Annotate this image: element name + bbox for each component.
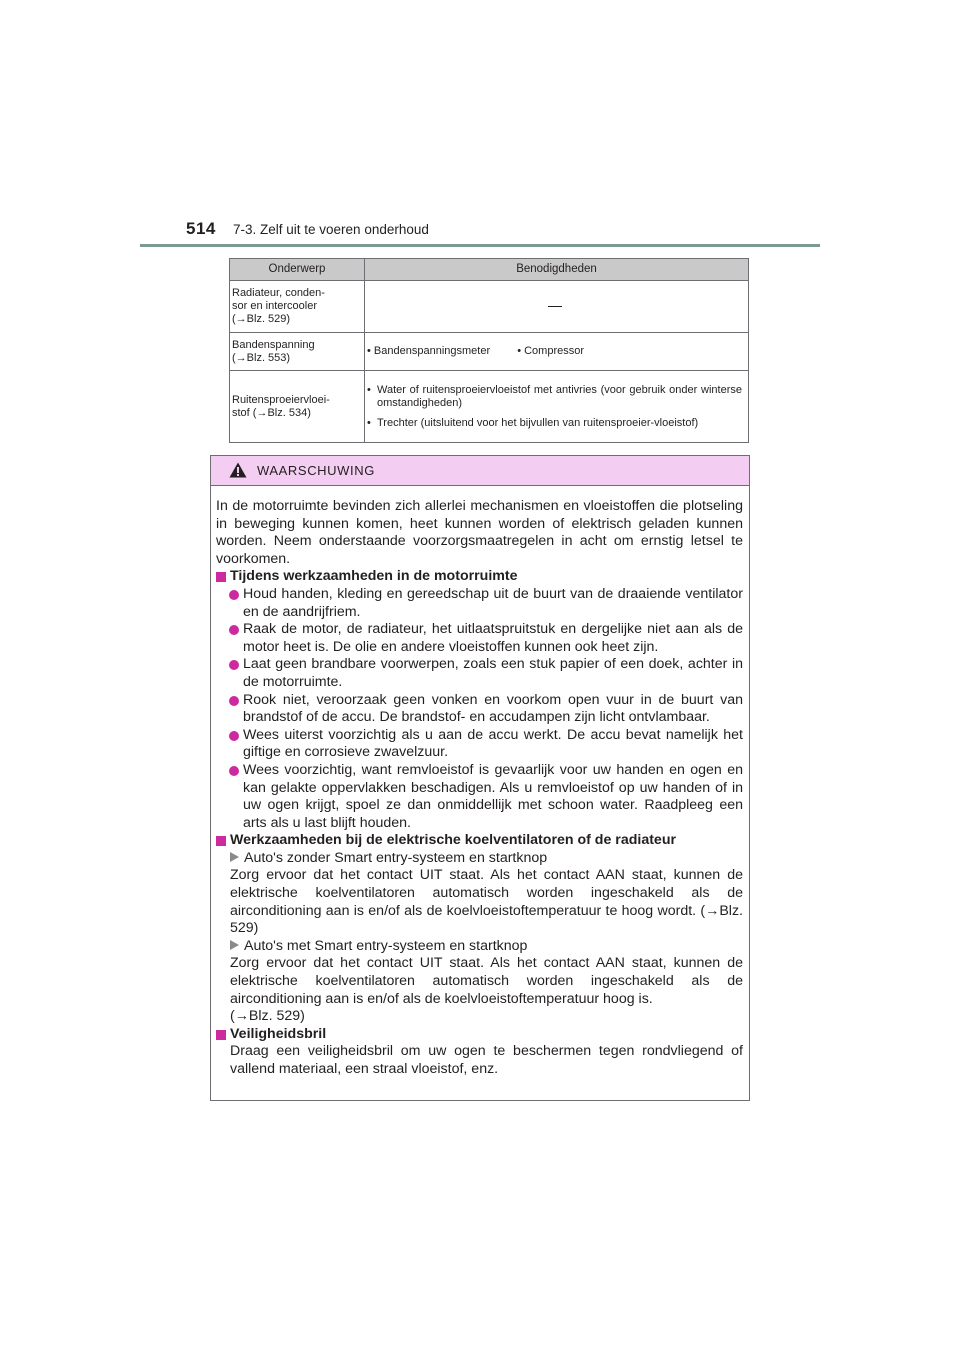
- section-heading: [216, 568, 743, 586]
- topic-line: Radiateur, conden-: [232, 287, 325, 299]
- section-title: 7-3. Zelf uit te voeren onderhoud: [233, 222, 429, 237]
- column-header-topic: Onderwerp: [230, 259, 365, 281]
- list-item-text: Houd handen, kleding en gereedschap uit de buurt van de draaiende ventilator en de aandrijfriem.: [243, 585, 743, 620]
- topic-cell: [230, 371, 365, 443]
- circle-bullet-icon: [229, 731, 239, 741]
- topic-line: sor en intercooler: [232, 300, 317, 312]
- item-text: • Water of ruitensproeiervloeistof met antivries (voor gebruik onder winterse omstandigheden): [367, 384, 742, 410]
- page-header: [186, 219, 820, 245]
- topic-line: (→Blz. 529): [232, 313, 291, 325]
- table-row: [230, 371, 749, 443]
- list-item-text: Wees voorzichtig, want remvloeistof is gevaarlijk voor uw handen en ogen en kan gelakte oppervlakken beschadigen. Als u remvloeistof op uw handen of in uw ogen krijgt, spoel ze dan onmiddellijk met schoon water. Raadpleeg een arts als u last blijft houden.: [243, 761, 743, 831]
- square-bullet-icon: [216, 572, 226, 582]
- list-item: [216, 656, 743, 691]
- item-text: • Bandenspanningsmeter: [367, 345, 490, 357]
- warning-intro: In de motorruimte bevinden zich allerlei mechanismen en vloeistoffen die plotseling in beweging kunnen komen, heet kunnen worden of elektrisch geladen kunnen worden. Neem onderstaande voorzorgsmaatregelen in acht om ernstig letsel te voorkomen.: [216, 498, 743, 567]
- subheading: [216, 850, 743, 868]
- triangle-arrow-icon: [230, 940, 239, 950]
- list-item: [216, 727, 743, 762]
- circle-bullet-icon: [229, 696, 239, 706]
- list-item: [216, 621, 743, 656]
- circle-bullet-icon: [229, 625, 239, 635]
- section-heading: [216, 1026, 743, 1044]
- item-text: • Trechter (uitsluitend voor het bijvullen van ruitensproeier-vloeistof): [367, 417, 742, 430]
- circle-bullet-icon: [229, 766, 239, 776]
- list-item-text: Rook niet, veroorzaak geen vonken en voorkom open vuur in de buurt van brandstof of de accu. De brandstof- en accudampen zijn licht ontvlambaar.: [243, 691, 743, 726]
- subheading-text: Auto's met Smart entry-systeem en startknop: [244, 937, 528, 954]
- page-number: 514: [186, 219, 216, 238]
- section-heading: [216, 832, 743, 850]
- topic-line: Ruitensproeiervloei-: [232, 393, 330, 406]
- list-item-text: Laat geen brandbare voorwerpen, zoals een stuk papier of een doek, achter in de motorruimte.: [243, 656, 743, 690]
- page-reference: (→Blz. 529): [230, 1008, 305, 1025]
- topic-cell: [230, 281, 365, 333]
- requirements-table: [229, 258, 749, 443]
- list-item-text: Wees uiterst voorzichtig als u aan de accu werkt. De accu bevat namelijk het giftige en corrosieve zwavelzuur.: [243, 726, 743, 761]
- list-item: [216, 586, 743, 621]
- section-heading-text: Veiligheidsbril: [230, 1025, 327, 1042]
- warning-body: [211, 486, 749, 1079]
- warning-box: [210, 455, 750, 1101]
- subheading-text: Auto's zonder Smart entry-systeem en startknop: [244, 849, 548, 866]
- item-text: • Compressor: [517, 345, 584, 357]
- list-item: [216, 692, 743, 727]
- empty-dash-cell: [365, 281, 749, 333]
- items-cell: [365, 371, 749, 443]
- warning-header: [211, 456, 749, 486]
- items-cell: [365, 333, 749, 371]
- table-row: [230, 333, 749, 371]
- column-header-items: Benodigdheden: [365, 259, 749, 281]
- paragraph: Draag een veiligheidsbril om uw ogen te beschermen tegen rondvliegend of vallend materiaal, een straal vloeistof, enz.: [230, 1043, 743, 1077]
- warning-title: WAARSCHUWING: [257, 463, 375, 478]
- paragraph: Zorg ervoor dat het contact UIT staat. Als het contact AAN staat, kunnen de elektrische koelventilatoren automatisch worden ingeschakeld als de airconditioning aan is en/of als de koelvloeistoftemperatuur te hoog wordt. (→Blz. 529): [230, 867, 743, 937]
- list-item-text: Raak de motor, de radiateur, het uitlaatspruitstuk en dergelijke niet aan als de motor heet is. De olie en andere vloeistoffen kunnen ook heet zijn.: [243, 621, 743, 655]
- triangle-arrow-icon: [230, 852, 239, 862]
- circle-bullet-icon: [229, 660, 239, 670]
- table-row: [230, 281, 749, 333]
- section-heading-text: Werkzaamheden bij de elektrische koelventilatoren of de radiateur: [230, 832, 677, 849]
- table-header-row: [230, 259, 749, 281]
- header-rule: [140, 244, 820, 247]
- topic-line: Bandenspanning: [232, 338, 315, 351]
- list-item: [216, 762, 743, 832]
- dash-mark: [548, 306, 562, 307]
- section-heading-text: Tijdens werkzaamheden in de motorruimte: [230, 568, 518, 585]
- topic-line: stof (→Blz. 534): [232, 406, 311, 419]
- topic-cell: [230, 333, 365, 371]
- circle-bullet-icon: [229, 590, 239, 600]
- subheading: [216, 938, 743, 956]
- square-bullet-icon: [216, 1030, 226, 1040]
- square-bullet-icon: [216, 836, 226, 846]
- paragraph: Zorg ervoor dat het contact UIT staat. Als het contact AAN staat, kunnen de elektrische koelventilatoren automatisch worden ingeschakeld als de airconditioning aan is en/of als de koelvloeistoftemperatuur hoog is.: [230, 955, 743, 1007]
- topic-line: (→Blz. 553): [232, 351, 291, 364]
- warning-triangle-icon: [229, 462, 247, 478]
